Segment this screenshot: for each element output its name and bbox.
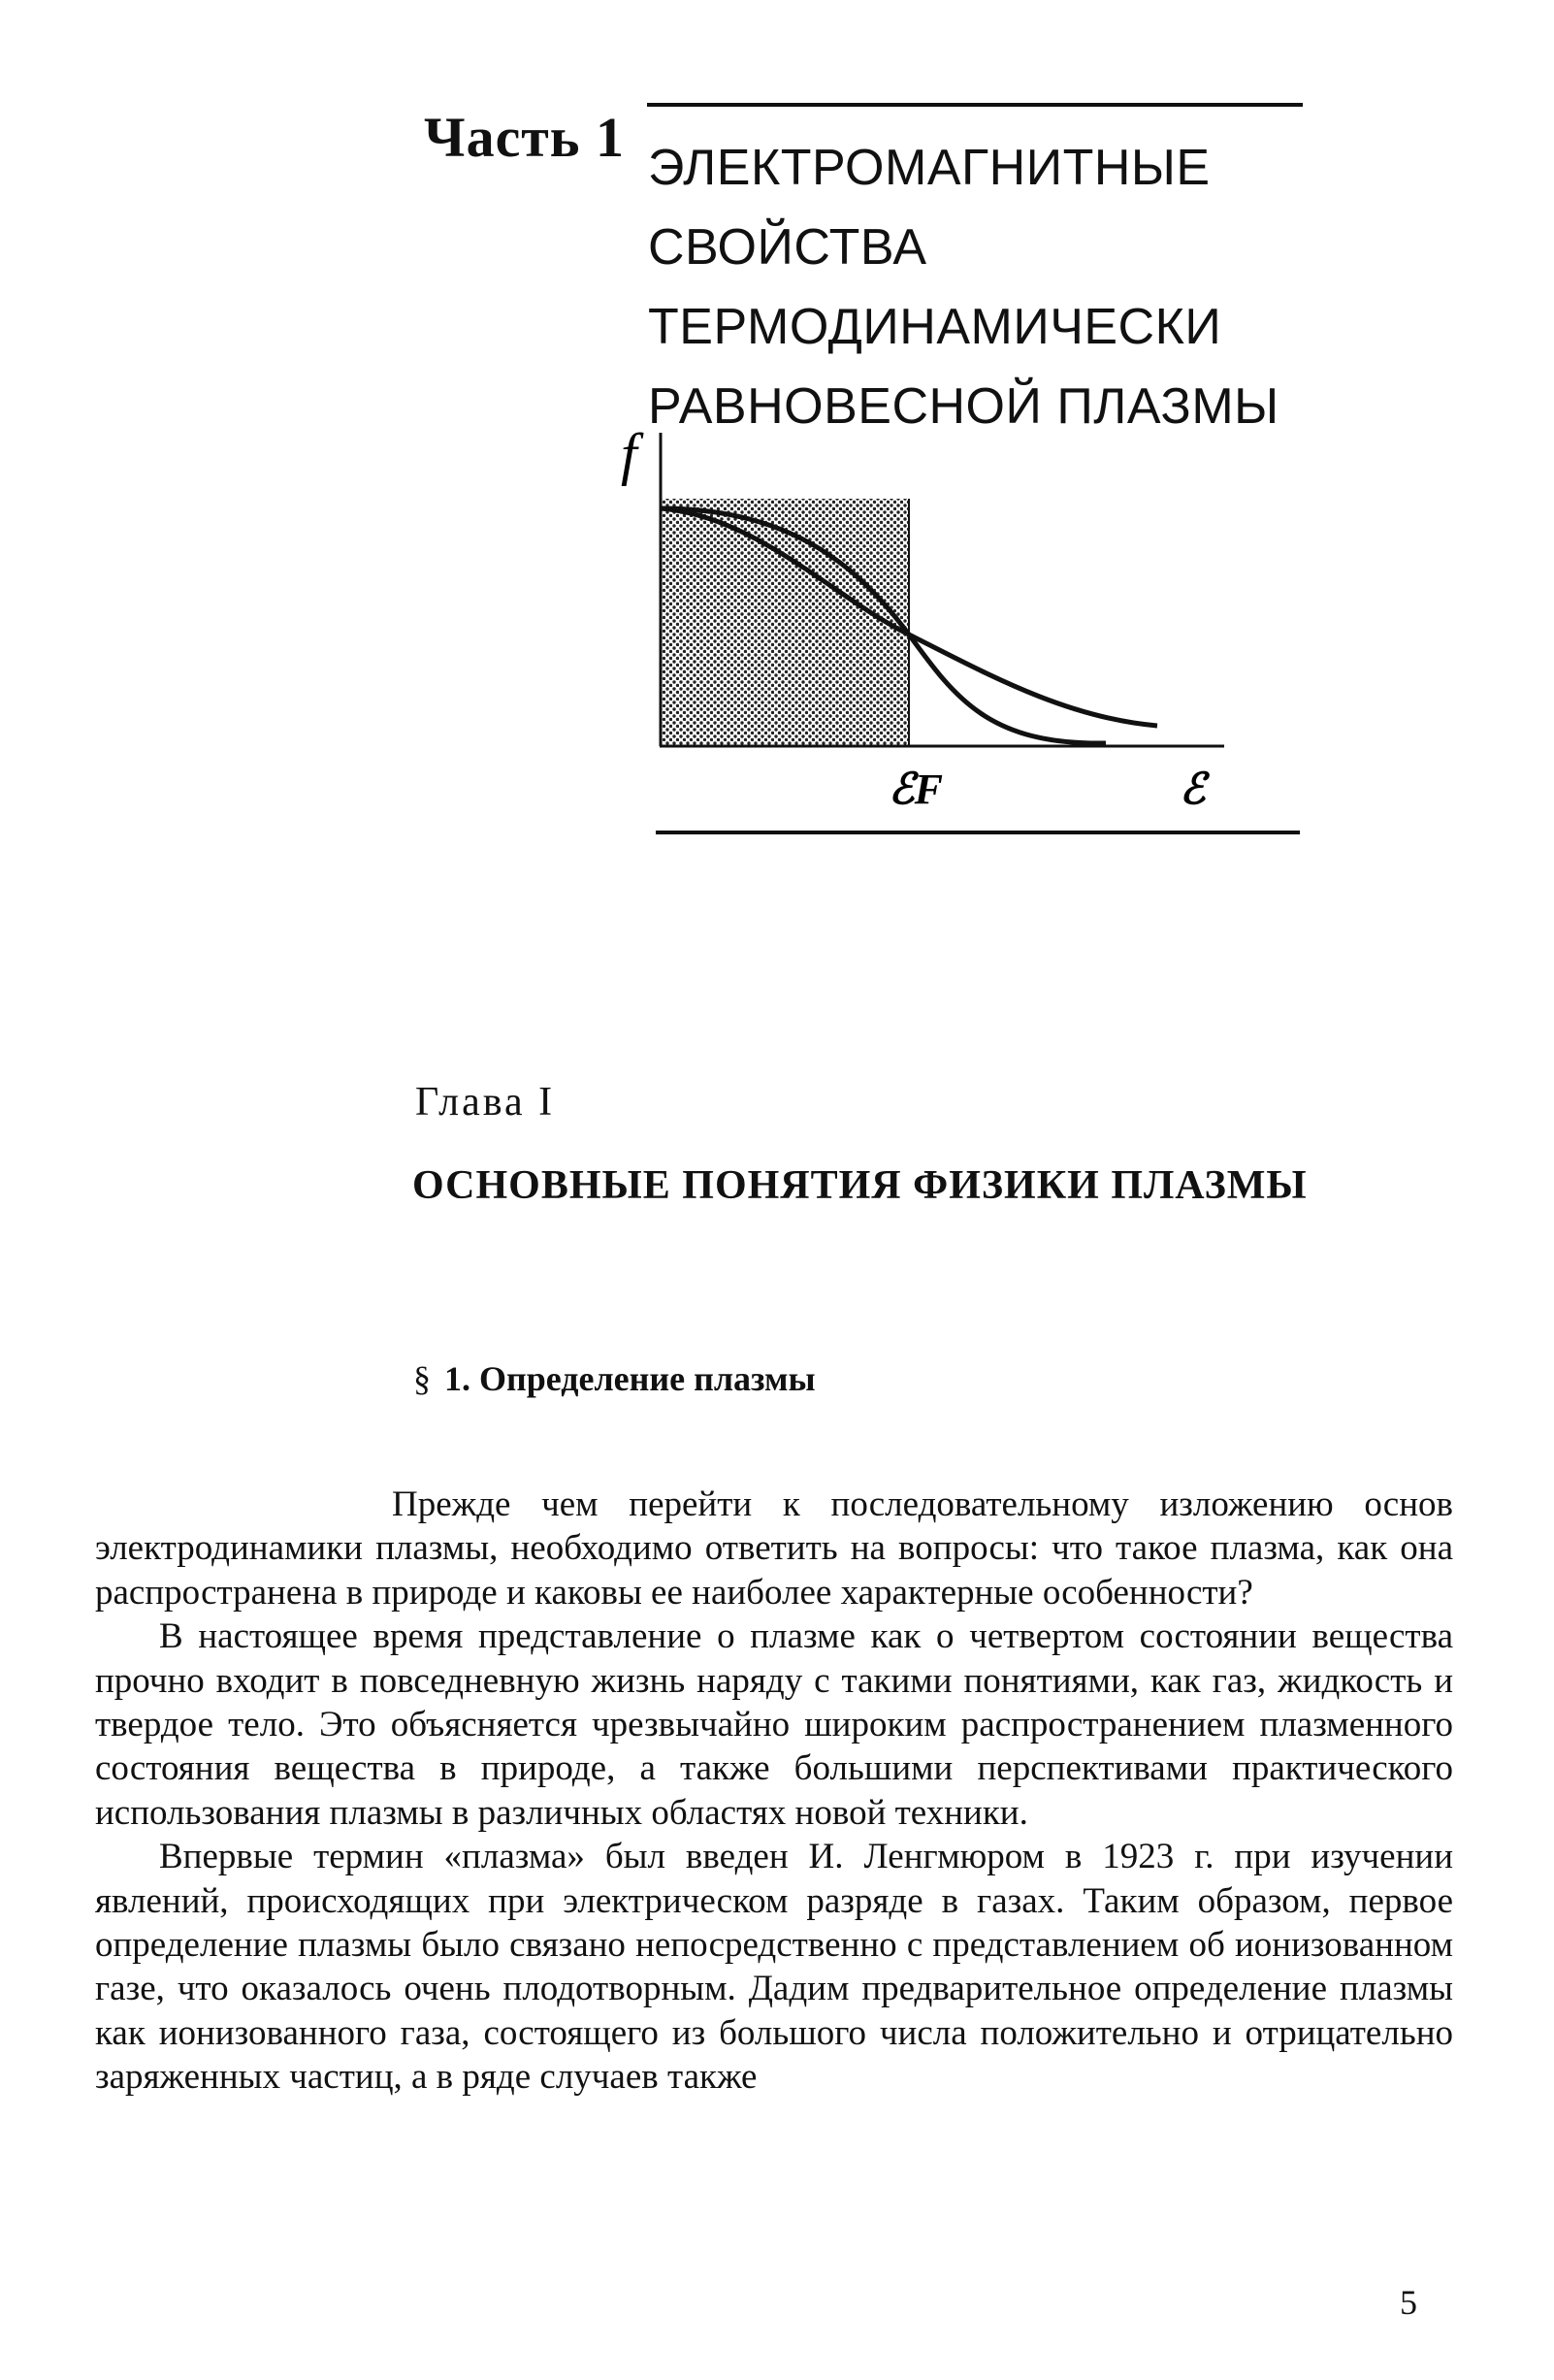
y-axis-label: f (621, 422, 637, 486)
part-title-line: СВОЙСТВА (648, 219, 927, 276)
section-title: Определение плазмы (479, 1359, 816, 1398)
x-axis-label: ℰ (1180, 766, 1206, 813)
occupied-states-region (661, 499, 909, 745)
part-top-rule (647, 103, 1303, 107)
section-number: 1. (444, 1359, 470, 1398)
paragraph: В настоящее время представление о плазме как о четвертом состоянии вещества прочно входит в повседневную жизнь наряду с такими понятиями, как газ, жидкость и твердое тело. Это объясняется чрезвычайно широким распространением плазменного состояния вещества в природе, а также большими перспективами практического использования плазмы в различных областях новой техники. (95, 1616, 1453, 1833)
paragraph: Прежде чем перейти к последовательному изложению основ электродинамики плазмы, необходимо ответить на вопросы: что такое плазма, как она распространена в природе и каковы ее наиболее характерные особенности? (95, 1484, 1453, 1613)
paragraph: Впервые термин «плазма» был введен И. Ленгмюром в 1923 г. при изучении явлений, происходящих при электрическом разряде в газах. Таким образом, первое определение плазмы было связано непосредственно с представлением об ионизованном газе, что оказалось очень плодотворным. Дадим предварительное определение плазмы как ионизованного газа, состоящего из большого числа положительно и отрицательно заряженных частиц, а в ряде случаев также (95, 1837, 1453, 2098)
fermi-distribution-figure (611, 415, 1310, 813)
part-bottom-rule (656, 831, 1300, 834)
part-title-line: ЭЛЕКТРОМАГНИТНЫЕ (648, 140, 1211, 196)
chapter-label: Глава I (415, 1080, 556, 1125)
part-title-line: ТЕРМОДИНАМИЧЕСКИ (648, 299, 1222, 355)
page-number: 5 (1400, 2283, 1417, 2322)
body-text (95, 1483, 1453, 2100)
fermi-energy-label: ℰF (889, 766, 943, 813)
part-title (648, 128, 1279, 446)
part-title-line: РАВНОВЕСНОЙ ПЛАЗМЫ (648, 378, 1279, 435)
part-label: Часть 1 (424, 106, 625, 169)
chapter-title: ОСНОВНЫЕ ПОНЯТИЯ ФИЗИКИ ПЛАЗМЫ (412, 1163, 1308, 1208)
section-heading (413, 1358, 816, 1399)
section-sign: § (413, 1359, 431, 1398)
